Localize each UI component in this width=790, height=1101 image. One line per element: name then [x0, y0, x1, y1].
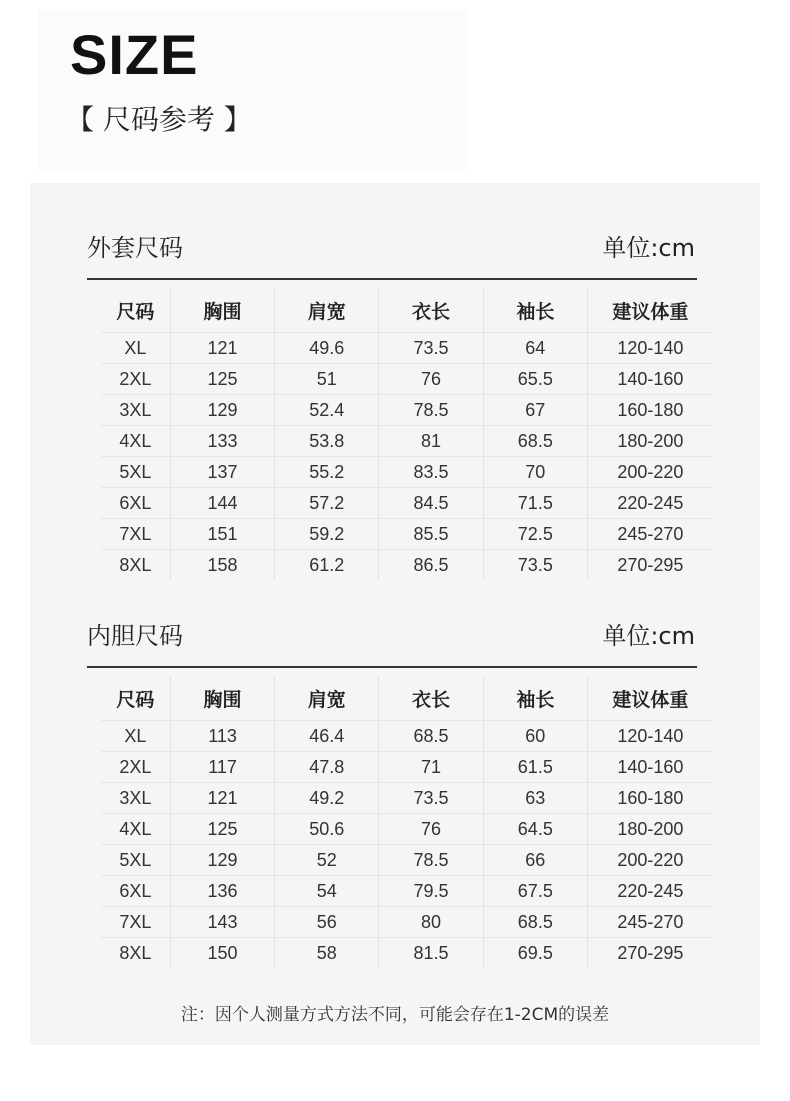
measurement-cell: 68.5 — [483, 426, 587, 457]
size-cell: 4XL — [119, 818, 152, 839]
table-row — [101, 876, 713, 907]
measurement-cell: 117 — [170, 752, 275, 783]
measurement-cell: 125 — [170, 814, 275, 845]
measurement-cell: 81.5 — [379, 938, 484, 969]
section-divider — [87, 278, 697, 280]
measurement-cell: 113 — [170, 721, 275, 752]
unit-label: 单位:cm — [602, 234, 695, 262]
table-header-row — [101, 676, 713, 721]
measurement-cell: 61.2 — [275, 550, 379, 581]
measurement-cell: 55.2 — [275, 457, 379, 488]
measurement-cell: 83.5 — [379, 457, 484, 488]
column-header: 袖长 — [483, 288, 587, 333]
section-header — [87, 616, 697, 656]
page-subtitle: 【 尺码参考 】 — [66, 103, 252, 136]
measurement-cell: 150 — [170, 938, 275, 969]
measurement-cell: 125 — [170, 364, 275, 395]
measurement-cell: 64 — [483, 333, 587, 364]
table-row — [101, 550, 713, 581]
measurement-cell: 58 — [275, 938, 379, 969]
measurement-cell: 137 — [170, 457, 275, 488]
size-cell: 5XL — [119, 461, 152, 482]
size-cell: 5XL — [119, 849, 152, 870]
column-header: 肩宽 — [275, 676, 379, 721]
column-header: 胸围 — [170, 288, 275, 333]
column-header: 建议体重 — [587, 676, 713, 721]
measurement-cell: 220-245 — [587, 876, 713, 907]
outerwear-size-section — [87, 228, 697, 580]
measurement-cell: 220-245 — [587, 488, 713, 519]
measurement-cell: 73.5 — [379, 333, 484, 364]
measurement-cell: 76 — [379, 814, 484, 845]
measurement-cell: 200-220 — [587, 845, 713, 876]
measurement-cell: 133 — [170, 426, 275, 457]
measurement-cell: 151 — [170, 519, 275, 550]
measurement-cell: 61.5 — [483, 752, 587, 783]
size-cell: XL — [124, 725, 147, 746]
column-header: 胸围 — [170, 676, 275, 721]
column-header: 衣长 — [379, 676, 484, 721]
measurement-cell: 73.5 — [379, 783, 484, 814]
size-cell: 8XL — [119, 554, 152, 575]
size-cell: 8XL — [119, 942, 152, 963]
measurement-cell: 200-220 — [587, 457, 713, 488]
size-cell: 3XL — [119, 399, 152, 420]
measurement-cell: 160-180 — [587, 783, 713, 814]
measurement-cell: 121 — [170, 333, 275, 364]
table-row — [101, 488, 713, 519]
measurement-cell: 67.5 — [483, 876, 587, 907]
measurement-cell: 46.4 — [275, 721, 379, 752]
measurement-cell: 270-295 — [587, 938, 713, 969]
table-row — [101, 938, 713, 969]
measurement-cell: 64.5 — [483, 814, 587, 845]
column-header: 尺码 — [116, 300, 155, 323]
measurement-cell: 81 — [379, 426, 484, 457]
measurement-cell: 129 — [170, 845, 275, 876]
measurement-cell: 71 — [379, 752, 484, 783]
measurement-cell: 158 — [170, 550, 275, 581]
measurement-cell: 70 — [483, 457, 587, 488]
table-row — [101, 814, 713, 845]
measurement-cell: 180-200 — [587, 814, 713, 845]
measurement-cell: 68.5 — [483, 907, 587, 938]
measurement-cell: 73.5 — [483, 550, 587, 581]
measurement-cell: 60 — [483, 721, 587, 752]
size-table — [101, 676, 713, 968]
table-row — [101, 426, 713, 457]
size-table — [101, 288, 713, 580]
measurement-cell: 69.5 — [483, 938, 587, 969]
measurement-cell: 67 — [483, 395, 587, 426]
table-row — [101, 333, 713, 364]
page-title: SIZE — [70, 23, 199, 86]
measurement-cell: 78.5 — [379, 395, 484, 426]
measurement-cell: 136 — [170, 876, 275, 907]
measurement-note: 注：因个人测量方式方法不同，可能会存在1-2CM的误差 — [180, 1005, 610, 1025]
table-row — [101, 395, 713, 426]
measurement-cell: 245-270 — [587, 519, 713, 550]
table-header-row — [101, 288, 713, 333]
size-cell: 6XL — [119, 492, 152, 513]
measurement-cell: 143 — [170, 907, 275, 938]
section-header — [87, 228, 697, 268]
measurement-cell: 59.2 — [275, 519, 379, 550]
column-header: 建议体重 — [587, 288, 713, 333]
measurement-cell: 160-180 — [587, 395, 713, 426]
section-title: 外套尺码 — [87, 234, 183, 262]
measurement-cell: 56 — [275, 907, 379, 938]
table-row — [101, 519, 713, 550]
measurement-cell: 120-140 — [587, 333, 713, 364]
measurement-cell: 79.5 — [379, 876, 484, 907]
measurement-cell: 53.8 — [275, 426, 379, 457]
column-header: 衣长 — [379, 288, 484, 333]
measurement-cell: 54 — [275, 876, 379, 907]
measurement-cell: 71.5 — [483, 488, 587, 519]
measurement-cell: 180-200 — [587, 426, 713, 457]
liner-size-section — [87, 616, 697, 968]
measurement-cell: 86.5 — [379, 550, 484, 581]
unit-label: 单位:cm — [602, 622, 695, 650]
measurement-cell: 140-160 — [587, 752, 713, 783]
measurement-cell: 121 — [170, 783, 275, 814]
measurement-cell: 84.5 — [379, 488, 484, 519]
measurement-cell: 52.4 — [275, 395, 379, 426]
measurement-cell: 51 — [275, 364, 379, 395]
measurement-cell: 50.6 — [275, 814, 379, 845]
measurement-cell: 140-160 — [587, 364, 713, 395]
measurement-cell: 66 — [483, 845, 587, 876]
table-row — [101, 721, 713, 752]
measurement-cell: 129 — [170, 395, 275, 426]
size-cell: 2XL — [119, 756, 152, 777]
section-divider — [87, 666, 697, 668]
measurement-cell: 47.8 — [275, 752, 379, 783]
column-header: 尺码 — [116, 688, 155, 711]
size-cell: 7XL — [119, 523, 152, 544]
section-title: 内胆尺码 — [87, 622, 183, 650]
size-cell: 3XL — [119, 787, 152, 808]
measurement-cell: 49.6 — [275, 333, 379, 364]
size-cell: XL — [124, 337, 147, 358]
size-cell: 6XL — [119, 880, 152, 901]
measurement-cell: 52 — [275, 845, 379, 876]
measurement-cell: 245-270 — [587, 907, 713, 938]
table-row — [101, 845, 713, 876]
measurement-cell: 120-140 — [587, 721, 713, 752]
size-cell: 2XL — [119, 368, 152, 389]
measurement-cell: 49.2 — [275, 783, 379, 814]
table-row — [101, 364, 713, 395]
measurement-cell: 68.5 — [379, 721, 484, 752]
measurement-cell: 57.2 — [275, 488, 379, 519]
measurement-cell: 65.5 — [483, 364, 587, 395]
size-cell: 4XL — [119, 430, 152, 451]
measurement-cell: 72.5 — [483, 519, 587, 550]
column-header: 袖长 — [483, 676, 587, 721]
size-cell: 7XL — [119, 911, 152, 932]
measurement-cell: 76 — [379, 364, 484, 395]
measurement-cell: 270-295 — [587, 550, 713, 581]
table-row — [101, 907, 713, 938]
measurement-cell: 63 — [483, 783, 587, 814]
column-header: 肩宽 — [275, 288, 379, 333]
table-row — [101, 457, 713, 488]
measurement-cell: 80 — [379, 907, 484, 938]
measurement-cell: 85.5 — [379, 519, 484, 550]
table-row — [101, 783, 713, 814]
table-row — [101, 752, 713, 783]
measurement-cell: 78.5 — [379, 845, 484, 876]
measurement-cell: 144 — [170, 488, 275, 519]
